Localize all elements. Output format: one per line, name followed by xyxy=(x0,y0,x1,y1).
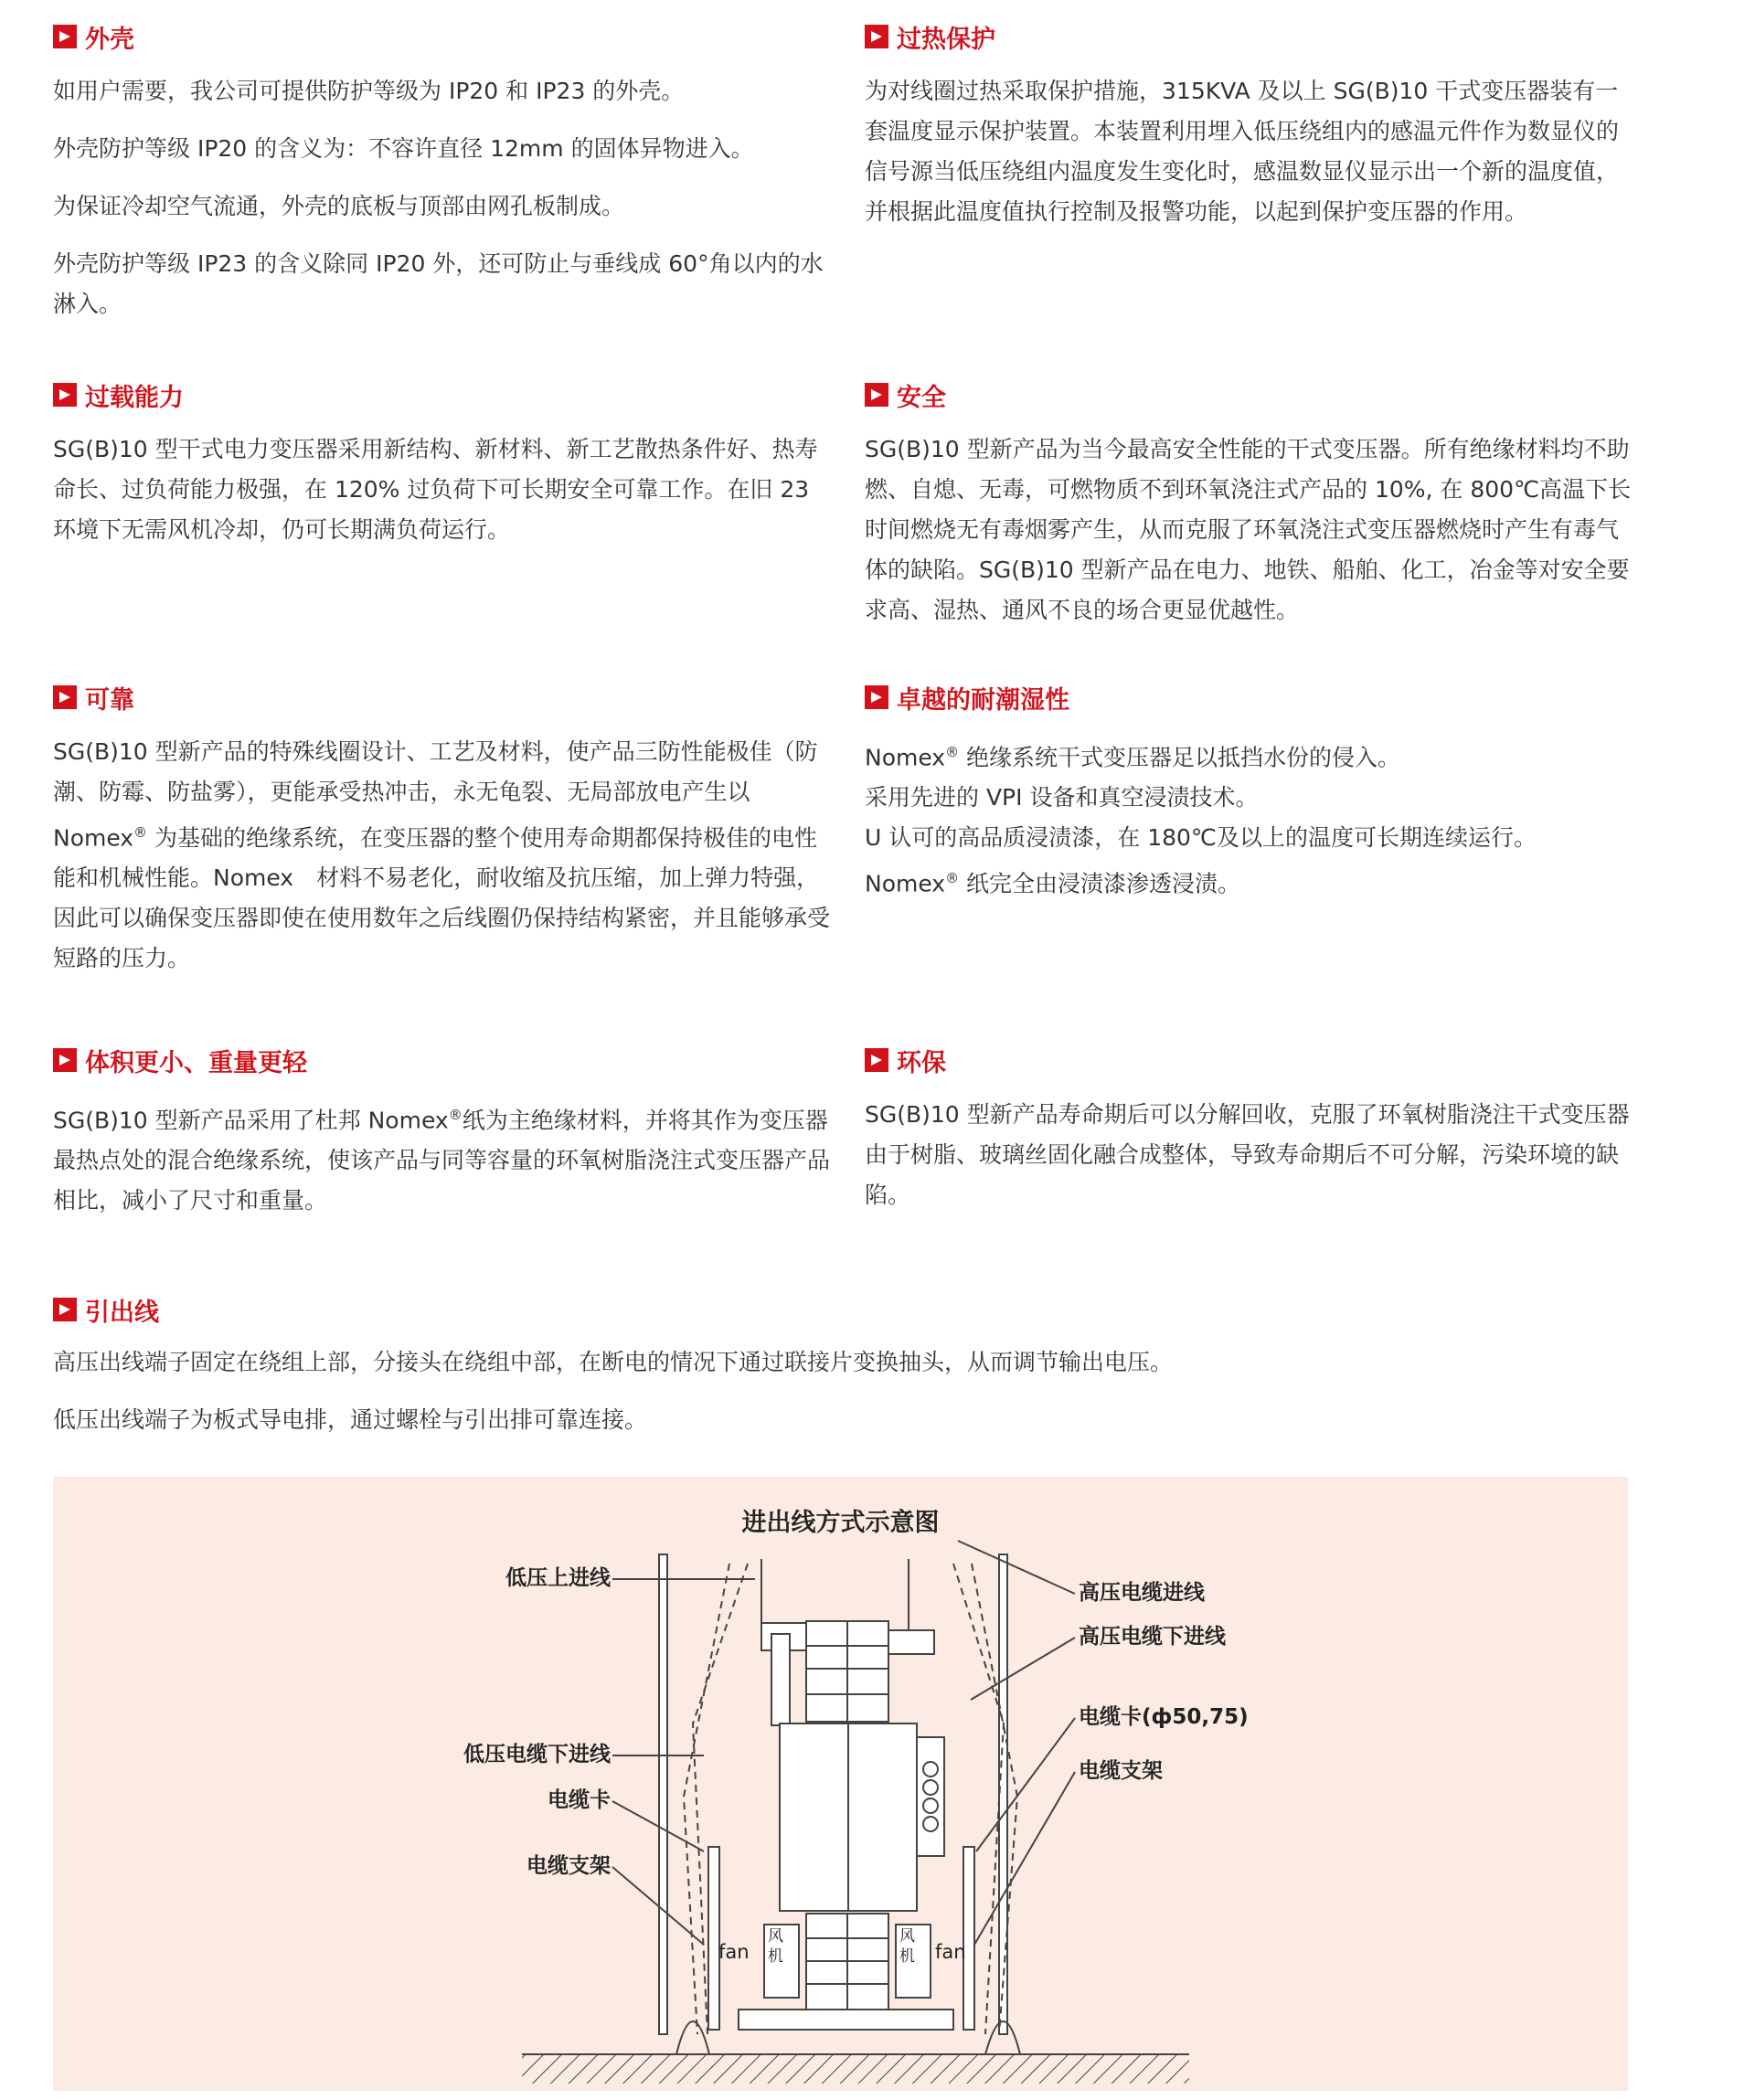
chevron-right-icon xyxy=(865,1048,888,1072)
text-span: 纸为主绝缘材料，并将其作为变压器最热点处的混合绝缘系统，使该产品与同等容量的环氧树脂浇注式变压器产品相比，减小了尺寸和重量。 xyxy=(53,1107,831,1214)
chevron-right-icon xyxy=(865,25,888,48)
label-cable-clamp-size: 电缆卡(ф50,75) xyxy=(1079,1705,1249,1729)
text-span: SG(B)10 型新产品的特殊线圈设计、工艺及材料，使产品三防性能极佳（防潮、防霉、防盐雾），更能承受热冲击，永无龟裂、无局部放电产生以 Nomex xyxy=(53,738,818,852)
section-title-text: 安全 xyxy=(897,383,946,412)
section-title-text: 环保 xyxy=(897,1048,946,1077)
text-span: SG(B)10 型新产品采用了杜邦 Nomex xyxy=(53,1107,449,1134)
paragraph xyxy=(865,732,1637,778)
label-cable-clamp: 电缆卡 xyxy=(548,1788,611,1812)
paragraph: 如用户需要，我公司可提供防护等级为 IP20 和 IP23 的外壳。 xyxy=(53,78,685,104)
section-title xyxy=(53,377,830,413)
section-title xyxy=(53,1042,830,1078)
paragraph: SG(B)10 型新产品寿命期后可以分解回收，克服了环氧树脂浇注干式变压器由于树脂、玻璃丝固化融合成整体，导致寿命期后不可分解，污染环境的缺陷。 xyxy=(865,1101,1630,1208)
section-title xyxy=(865,1042,1637,1078)
section-title-text: 过载能力 xyxy=(85,383,184,412)
section-title xyxy=(865,679,1637,716)
chevron-right-icon xyxy=(865,383,888,407)
chevron-right-icon xyxy=(53,685,77,709)
section-overload xyxy=(53,377,830,550)
label-hv-cable-bottom-entry: 高压电缆下进线 xyxy=(1079,1625,1226,1649)
registered-mark: ® xyxy=(133,824,148,841)
paragraph: 高压出线端子固定在绕组上部，分接头在绕组中部，在断电的情况下通过联接片变换抽头，从而调节输出电压。 xyxy=(53,1349,1174,1375)
section-enclosure xyxy=(53,18,830,324)
section-reliable xyxy=(53,679,830,979)
transformer-drawing xyxy=(53,1477,1628,2091)
section-title-text: 过热保护 xyxy=(897,25,995,54)
fan-box-label-left: 风机 xyxy=(768,1927,783,1966)
paragraph: 低压出线端子为板式导电排，通过螺栓与引出排可靠连接。 xyxy=(53,1406,648,1433)
registered-mark: ® xyxy=(448,1107,463,1123)
text-span: Nomex xyxy=(865,744,946,771)
chevron-right-icon xyxy=(53,1298,77,1321)
paragraph: 采用先进的 VPI 设备和真空浸渍技术。 xyxy=(865,784,1259,811)
wiring-diagram xyxy=(53,1477,1628,2091)
chevron-right-icon xyxy=(865,685,888,709)
paragraph xyxy=(53,1095,830,1221)
paragraph: U 认可的高品质浸渍漆，在 180℃及以上的温度可长期连续运行。 xyxy=(865,824,1537,852)
fan-box-label-right: 风机 xyxy=(899,1927,915,1966)
paragraph xyxy=(53,732,830,979)
paragraph: SG(B)10 型新产品为当今最高安全性能的干式变压器。所有绝缘材料均不助燃、自熄、无毒，可燃物质不到环氧浇注式产品的 10%, 在 800℃高温下长时间燃烧无有毒烟雾产生，从而克服了环氧浇注式变压器燃烧时产生有毒气体的缺陷。SG(B)10 型新产品在电力、地铁、船舶、化工，冶金等对安全要求高、湿热、通风不良的场合更显优越性。 xyxy=(865,436,1632,623)
chevron-right-icon xyxy=(53,383,77,407)
section-title-text: 外壳 xyxy=(85,25,134,54)
registered-mark: ® xyxy=(945,870,960,887)
section-safety xyxy=(865,377,1637,631)
paragraph xyxy=(865,858,1637,904)
diagram-title: 进出线方式示意图 xyxy=(741,1509,940,1537)
label-hv-cable-entry: 高压电缆进线 xyxy=(1079,1581,1205,1605)
label-lv-top-entry: 低压上进线 xyxy=(505,1566,611,1590)
section-title-text: 可靠 xyxy=(85,685,134,715)
text-span: Nomex xyxy=(865,870,946,897)
section-overheat xyxy=(865,18,1637,232)
text-span: 绝缘系统干式变压器足以抵挡水份的侵入。 xyxy=(959,744,1401,771)
fan-label-left: fan xyxy=(718,1941,750,1963)
label-cable-bracket: 电缆支架 xyxy=(526,1854,611,1878)
paragraph: 为保证冷却空气流通，外壳的底板与顶部由网孔板制成。 xyxy=(53,193,625,219)
section-title xyxy=(53,18,830,55)
section-title-text: 卓越的耐潮湿性 xyxy=(897,685,1069,715)
chevron-right-icon xyxy=(53,1048,77,1072)
section-eco xyxy=(865,1042,1637,1215)
section-moisture xyxy=(865,679,1637,905)
section-title xyxy=(865,377,1637,413)
paragraph: 外壳防护等级 IP23 的含义除同 IP20 外，还可防止与垂线成 60°角以内的水淋入。 xyxy=(53,250,824,317)
section-leadout xyxy=(53,1291,1637,1440)
section-title xyxy=(865,18,1637,55)
text-span: 为基础的绝缘系统，在变压器的整个使用寿命期都保持极佳的电性能和机械性能。Nomex 材料不易老化，耐收缩及抗压缩，加上弹力特强，因此可以确保变压器即使在使用数年之后线圈仍保持结构紧密，并且能够承受短路的压力。 xyxy=(53,824,831,972)
label-lv-cable-bottom-entry: 低压电缆下进线 xyxy=(463,1743,611,1766)
section-title xyxy=(53,679,830,716)
chevron-right-icon xyxy=(53,25,77,48)
registered-mark: ® xyxy=(945,744,960,760)
paragraph: SG(B)10 型干式电力变压器采用新结构、新材料、新工艺散热条件好、热寿命长、过负荷能力极强，在 120% 过负荷下可长期安全可靠工作。在旧 23 环境下无需风机冷却，仍可长期满负荷运行。 xyxy=(53,436,818,543)
paragraph: 为对线圈过热采取保护措施，315KVA 及以上 SG(B)10 干式变压器装有一套温度显示保护装置。本装置利用埋入低压绕组内的感温元件作为数显仪的信号源当低压绕组内温度发生变化时，感温数显仪显示出一个新的温度值，并根据此温度值执行控制及报警功能，以起到保护变压器的作用。 xyxy=(865,78,1620,225)
section-title-text: 体积更小、重量更轻 xyxy=(85,1048,307,1077)
paragraph: 外壳防护等级 IP20 的含义为：不容许直径 12mm 的固体异物进入。 xyxy=(53,135,754,162)
section-title-text: 引出线 xyxy=(85,1298,159,1327)
section-compact xyxy=(53,1042,830,1221)
section-title xyxy=(53,1291,1637,1328)
fan-label-right: fan xyxy=(935,1941,966,1963)
label-cable-bracket: 电缆支架 xyxy=(1079,1759,1163,1783)
text-span: 纸完全由浸渍漆渗透浸渍。 xyxy=(959,870,1241,897)
